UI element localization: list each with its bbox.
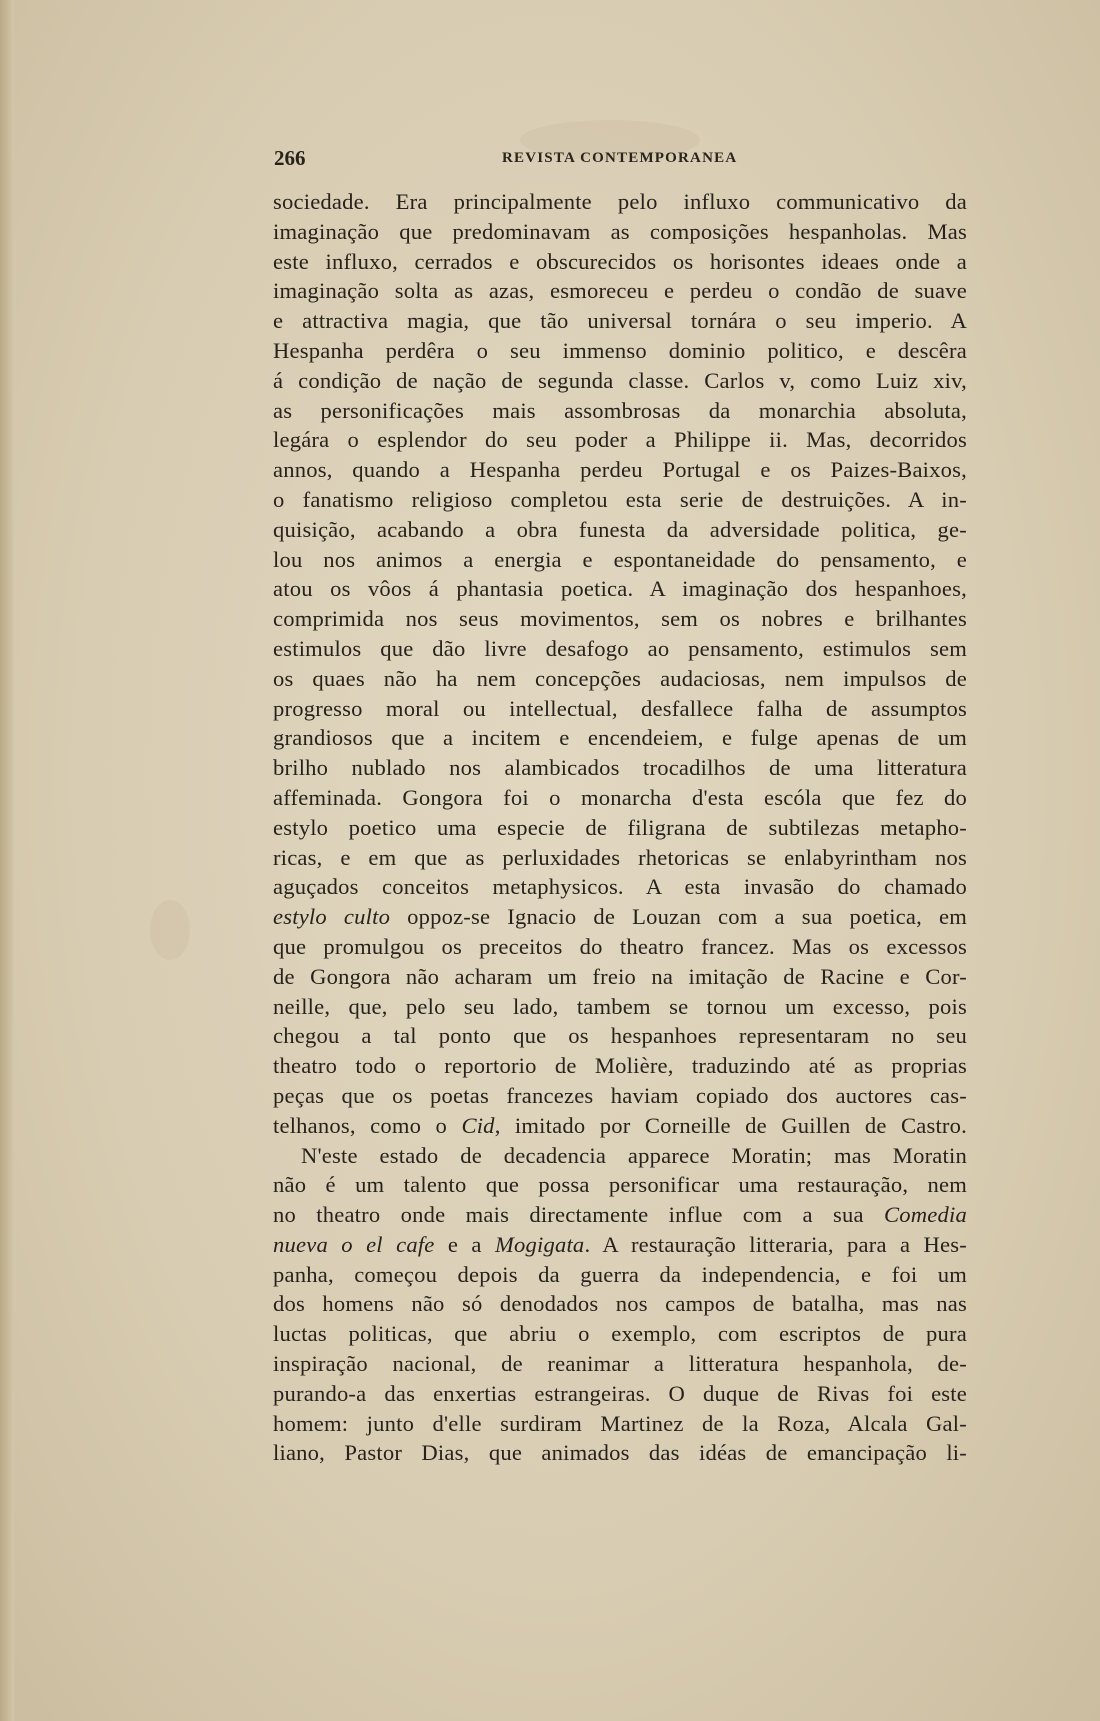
paragraph-start-line: N'este estado de decadencia apparece Moratin; mas Moratin [301, 1142, 967, 1168]
text-line [273, 1200, 967, 1230]
text-line: imaginação que predominavam as composições hespanholas. Mas [273, 218, 967, 244]
text-line: comprimida nos seus movimentos, sem os nobres e brilhantes [273, 606, 967, 632]
text-line: luctas politicas, que abriu o exemplo, com escriptos de pura [273, 1321, 967, 1347]
italic-phrase: Cid [461, 1112, 495, 1138]
text-line: Hespanha perdêra o seu immenso dominio politico, e descêra [273, 337, 967, 363]
text-line: quisição, acabando a obra funesta da adversidade politica, ge- [273, 516, 967, 542]
italic-phrase: Comedia [884, 1202, 967, 1228]
text-line: homem: junto d'elle surdiram Martinez de la Roza, Alcala Gal- [273, 1410, 967, 1436]
text-span: , imitado por Corneille de Guillen de Castro. [494, 1112, 967, 1138]
text-line: aguçados conceitos metaphysicos. A esta invasão do chamado [273, 874, 967, 900]
text-line: inspiração nacional, de reanimar a litteratura hespanhola, de- [273, 1351, 967, 1377]
text-line: este influxo, cerrados e obscurecidos os horisontes ideaes onde a [273, 248, 967, 274]
text-line: legára o esplendor do seu poder a Philippe ii. Mas, decorridos [273, 427, 967, 453]
text-line: as personificações mais assombrosas da monarchia absoluta, [273, 397, 967, 423]
text-line: os quaes não ha nem concepções audaciosas, nem impulsos de [273, 665, 967, 691]
text-line: brilho nublado nos alambicados trocadilhos de uma litteratura [273, 755, 967, 781]
text-line: ricas, e em que as perluxidades rhetoricas se enlabyrintham nos [273, 844, 967, 870]
text-line: o fanatismo religioso completou esta serie de destruições. A in- [273, 486, 967, 512]
text-line: estimulos que dão livre desafogo ao pensamento, estimulos sem [273, 635, 967, 661]
text-line: grandiosos que a incitem e encendeiem, e fulge apenas de um [273, 725, 967, 751]
text-line: neille, que, pelo seu lado, tambem se tornou um excesso, pois [273, 993, 967, 1019]
text-span: . A restauração litteraria, para a Hes- [584, 1231, 967, 1257]
running-head: REVISTA CONTEMPORANEA [502, 150, 738, 166]
text-line: liano, Pastor Dias, que animados das idéas de emancipação li- [273, 1440, 967, 1466]
page-header [274, 146, 966, 176]
text-line: affeminada. Gongora foi o monarcha d'esta escóla que fez do [273, 784, 967, 810]
text-line: annos, quando a Hespanha perdeu Portugal e os Paizes-Baixos, [273, 457, 967, 483]
text-line: estylo poetico uma especie de filigrana de subtilezas metapho- [273, 814, 967, 840]
text-line: á condição de nação de segunda classe. Carlos v, como Luiz xiv, [273, 367, 967, 393]
text-line: imaginação solta as azas, esmoreceu e perdeu o condão de suave [273, 278, 967, 304]
text-span: no theatro onde mais directamente influe com a sua [273, 1202, 885, 1228]
text-line: panha, começou depois da guerra da independencia, e foi um [273, 1261, 967, 1287]
text-span: oppoz-se Ignacio de Louzan com a sua poetica, em [390, 904, 967, 930]
text-line: peças que os poetas francezes haviam copiado dos auctores cas- [273, 1082, 967, 1108]
text-line: purando-a das enxertias estrangeiras. O duque de Rivas foi este [273, 1380, 967, 1406]
text-line: dos homens não só denodados nos campos de batalha, mas nas [273, 1291, 967, 1317]
text-line: atou os vôos á phantasia poetica. A imaginação dos hespanhoes, [273, 576, 967, 602]
text-span: telhanos, como o [273, 1112, 462, 1138]
text-line [273, 1230, 967, 1260]
page-edge [0, 0, 14, 1721]
paper-stain [150, 900, 190, 960]
body-text [273, 187, 967, 1468]
text-line: sociedade. Era principalmente pelo influxo communicativo da [273, 189, 967, 214]
text-line [273, 1111, 967, 1141]
text-line [273, 902, 967, 932]
italic-phrase: Mogigata [494, 1231, 585, 1257]
text-line: não é um talento que possa personificar uma restauração, nem [273, 1172, 967, 1198]
text-line: chegou a tal ponto que os hespanhoes representaram no seu [273, 1023, 967, 1049]
text-line: e attractiva magia, que tão universal tornára o seu imperio. A [273, 308, 967, 334]
text-line: theatro todo o reportorio de Molière, traduzindo até as proprias [273, 1053, 967, 1079]
italic-phrase: nueva o el cafe [273, 1231, 435, 1257]
text-line: lou nos animos a energia e espontaneidade do pensamento, e [273, 546, 967, 572]
text-line: progresso moral ou intellectual, desfallece falha de assumptos [273, 695, 967, 721]
text-line: que promulgou os preceitos do theatro francez. Mas os excessos [273, 933, 967, 959]
text-span: e a [434, 1231, 495, 1257]
italic-phrase: estylo culto [273, 904, 391, 930]
text-line: de Gongora não acharam um freio na imitação de Racine e Cor- [273, 963, 967, 989]
page-number: 266 [274, 146, 306, 170]
